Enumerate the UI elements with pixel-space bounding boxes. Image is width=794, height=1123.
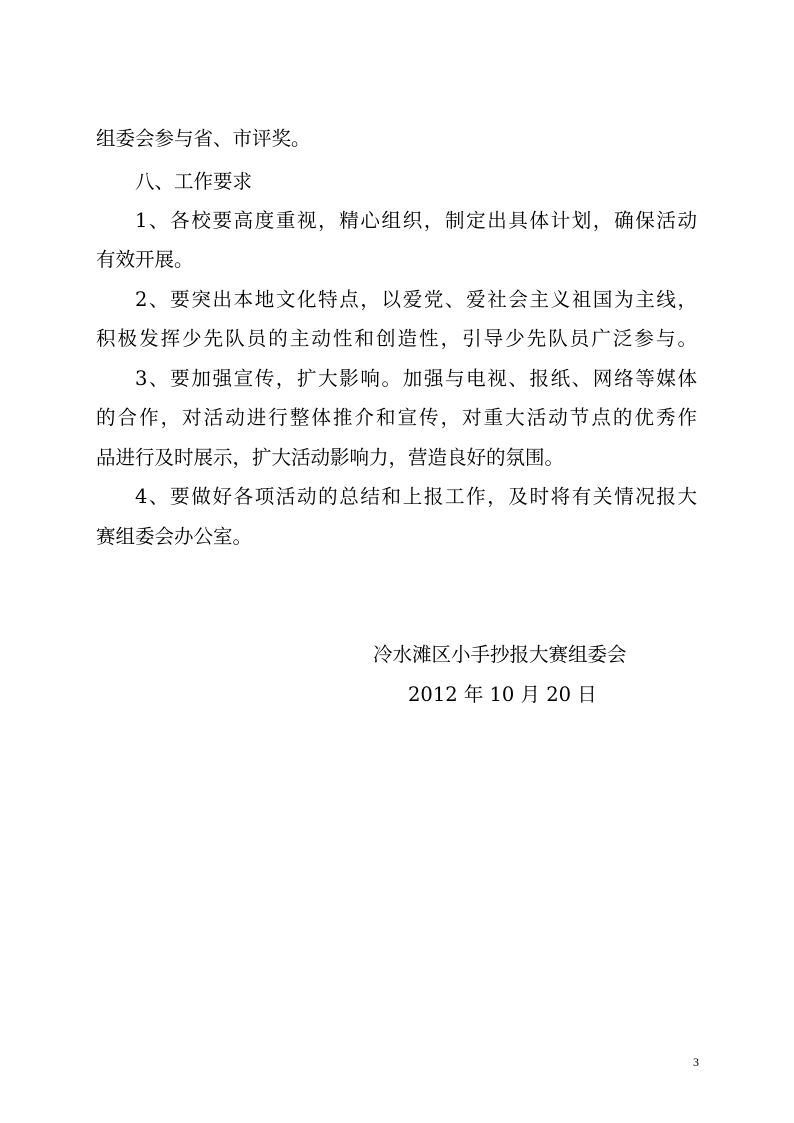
item-2-line-1: 2、要突出本地文化特点，以爱党、爱社会主义祖国为主线， [135,288,697,311]
item-3-line-3: 品进行及时展示，扩大活动影响力，营造良好的氛围。 [96,446,565,469]
item-4-line-1: 4、要做好各项活动的总结和上报工作，及时将有关情况报大 [135,485,697,508]
continuation-text: 组委会参与省、市评奖。 [96,127,311,150]
page-number: 3 [693,1055,699,1069]
item-2-line-2: 积极发挥少先队员的主动性和创造性，引导少先队员广泛参与。 [96,327,697,350]
item-3-line-1: 3、要加强宣传，扩大影响。加强与电视、报纸、网络等媒体 [135,367,697,390]
signature-date: 2012 年 10 月 20 日 [408,683,597,706]
item-3-line-2: 的合作，对活动进行整体推介和宣传，对重大活动节点的优秀作 [96,406,697,429]
signature-organization: 冷水滩区小手抄报大赛组委会 [373,643,627,666]
item-1-line-1: 1、各校要高度重视，精心组织，制定出具体计划，确保活动 [135,209,697,232]
item-1-line-2: 有效开展。 [96,248,194,271]
item-4-line-2: 赛组委会办公室。 [96,525,253,548]
section-heading: 八、工作要求 [135,170,253,193]
